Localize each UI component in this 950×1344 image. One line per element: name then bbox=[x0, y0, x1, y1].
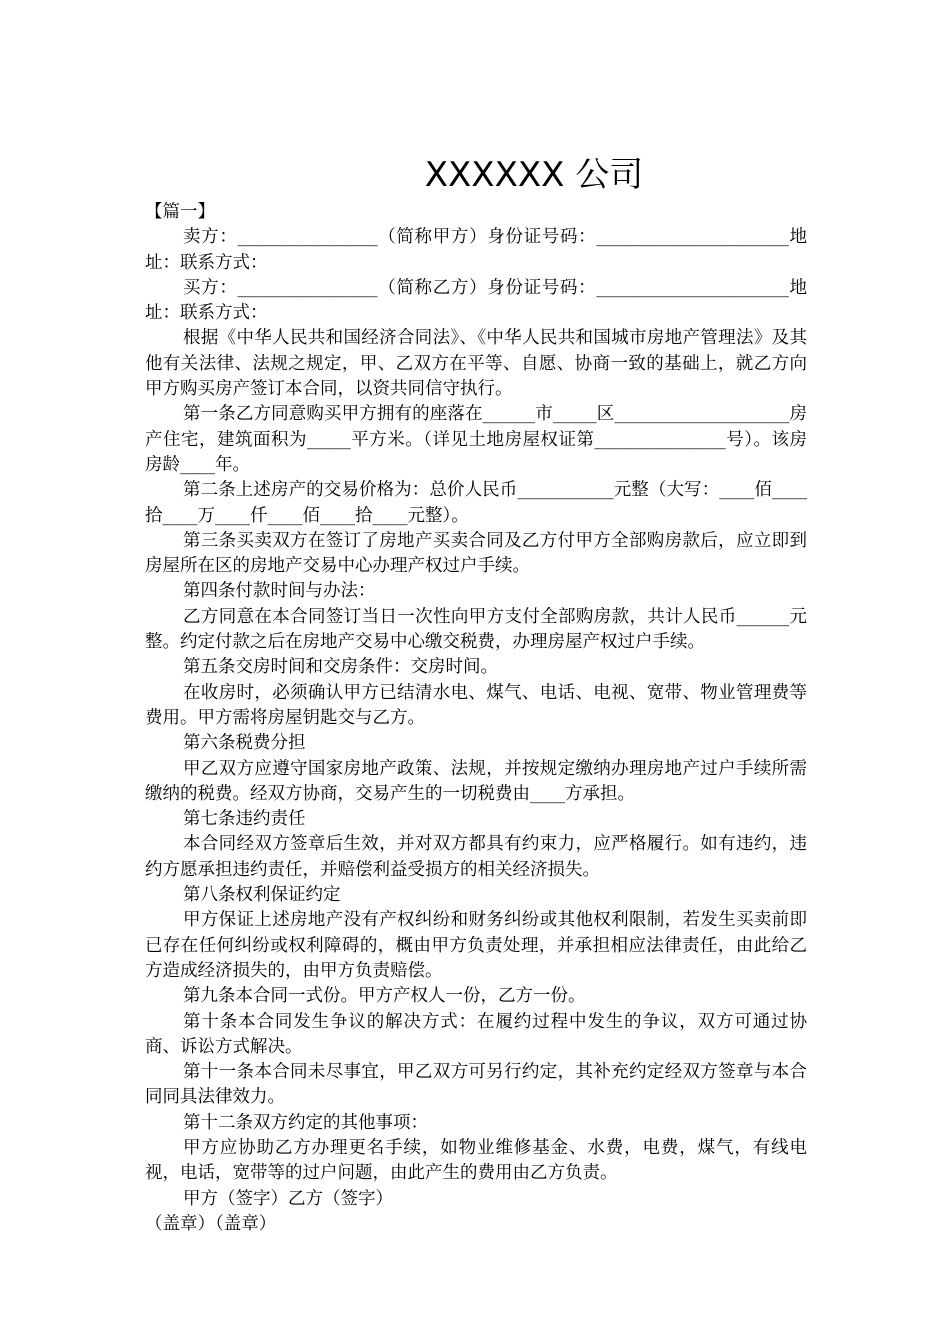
article-8-heading: 第八条权利保证约定 bbox=[183, 885, 341, 906]
article-5-heading: 第五条交房时间和交房条件：交房时间。 bbox=[183, 657, 498, 678]
article-12-body: 甲方应协助乙方办理更名手续，如物业维修基金、水费，电费，煤气，有线电视，电话，宽带等的过户问题，由此产生的费用由乙方负责。 bbox=[145, 1137, 807, 1184]
seller-line: 卖方：________________（简称甲方）身份证号码：______________________地址：联系方式： bbox=[145, 227, 807, 273]
article-10: 第十条本合同发生争议的解决方式：在履约过程中发生的争议，双方可通过协商、诉讼方式解决。 bbox=[145, 1011, 807, 1057]
article-6-body: 甲乙双方应遵守国家房地产政策、法规，并按规定缴纳办理房地产过户手续所需缴纳的税费。经双方协商，交易产生的一切税费由____方承担。 bbox=[145, 758, 807, 804]
section-heading: 【篇一】 bbox=[145, 202, 215, 222]
article-4-body: 乙方同意在本合同签订当日一次性向甲方支付全部购房款，共计人民币______元整。约定付款之后在房地产交易中心缴交税费，办理房屋产权过户手续。 bbox=[145, 606, 807, 653]
buyer-line: 买方：________________（简称乙方）身份证号码：______________________地址：联系方式： bbox=[145, 277, 807, 324]
article-7-heading: 第七条违约责任 bbox=[183, 809, 306, 830]
article-6-heading: 第六条税费分担 bbox=[183, 733, 306, 754]
article-12-heading: 第十二条双方约定的其他事项： bbox=[183, 1112, 428, 1133]
signature-line: 甲方（签字）乙方（签字） bbox=[183, 1188, 393, 1209]
article-2: 第二条上述房产的交易价格为：总价人民币___________元整（大写：____佰____拾____万____仟____佰____拾____元整）。 bbox=[145, 480, 807, 526]
article-1: 第一条乙方同意购买甲方拥有的座落在______市_____区____________________房产住宅，建筑面积为_____平方米。（详见土地房屋权证第_______________号）。该房房龄____年。 bbox=[145, 404, 807, 475]
article-11: 第十一条本合同未尽事宜，甲乙双方可另行约定，其补充约定经双方签章与本合同同具法律效力。 bbox=[145, 1062, 807, 1108]
document-title: XXXXXX 公司 bbox=[424, 155, 644, 195]
article-8-body: 甲方保证上述房地产没有产权纠纷和财务纠纷或其他权利限制，若发生买卖前即已存在任何纠纷或权利障碍的，概由甲方负责处理，并承担相应法律责任，由此给乙方造成经济损失的，由甲方负责赔偿。 bbox=[145, 910, 807, 981]
article-7-body: 本合同经双方签章后生效，并对双方都具有约束力，应严格履行。如有违约，违约方愿承担违约责任，并赔偿利益受损方的相关经济损失。 bbox=[145, 834, 807, 880]
article-9: 第九条本合同一式份。甲方产权人一份，乙方一份。 bbox=[183, 986, 586, 1007]
stamp-line: （盖章）（盖章） bbox=[145, 1213, 277, 1234]
article-5-body: 在收房时，必须确认甲方已结清水电、煤气、电话、电视、宽带、物业管理费等费用。甲方需将房屋钥匙交与乙方。 bbox=[145, 682, 807, 728]
preamble-paragraph: 根据《中华人民共和国经济合同法》、《中华人民共和国城市房地产管理法》及其他有关法律、法规之规定，甲、乙双方在平等、自愿、协商一致的基础上，就乙方向甲方购买房产签订本合同，以资共同信守执行。 bbox=[145, 328, 807, 400]
article-3: 第三条买卖双方在签订了房地产买卖合同及乙方付甲方全部购房款后，应立即到房屋所在区的房地产交易中心办理产权过户手续。 bbox=[145, 530, 807, 577]
document-body bbox=[145, 200, 807, 1237]
article-4-heading: 第四条付款时间与办法： bbox=[183, 581, 376, 602]
